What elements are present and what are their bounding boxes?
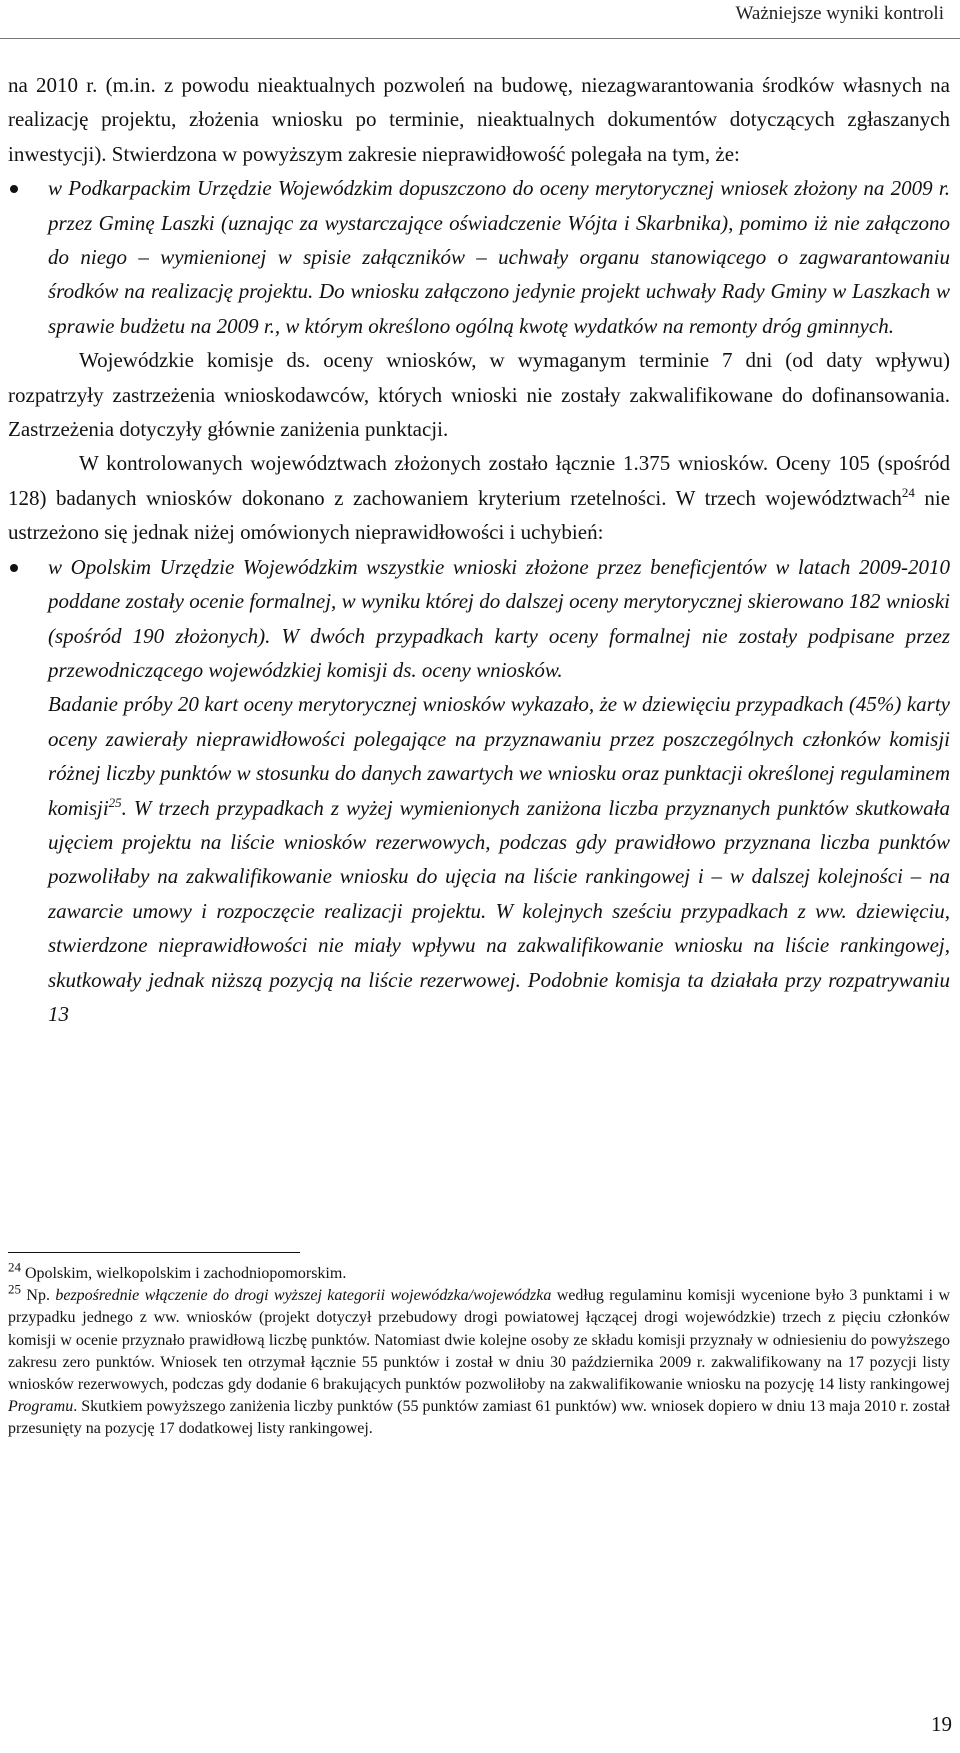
- footnote-text-italic: Programu: [8, 1398, 74, 1416]
- header-divider: [0, 38, 960, 39]
- footnote-25: [8, 1281, 951, 1440]
- footnote-text: . Skutkiem powyższego zaniżenia liczby punktów (55 punktów zamiast 61 punktów) ww. wniosek dopiero w dniu 13 maja 2010 r. został przesunięty na pozycję 17 dodatkowej listy rankingowej.: [8, 1398, 950, 1438]
- bullet-list-2: [8, 550, 950, 1032]
- bullet-text: . W trzech przypadkach z wyżej wymienionych zaniżona liczba przyznanych punktów skutkowała ujęciem projektu na liście wniosków rezerwowych, podczas gdy prawidłowo przyznana liczba punktów pozwoliłaby na zakwalifikowanie wniosku do ujęcia na liście rankingowej i – w dalszej kolejności – na zawarcie umowy i rozpoczęcie realizacji projektu. W kolejnych sześciu przypadkach z ww. dziewięciu, stwierdzone nieprawidłowości nie miały wpływu na zakwalifikowanie wniosku na liście rankingowej, skutkowały jednak niższą pozycją na liście rezerwowej. Podobnie komisja ta działała przy rozpatrywaniu 13: [48, 795, 950, 1026]
- footnote-text: według regulaminu komisji wycenione było 3 punktami i w przypadku jednego z ww. wniosków (projekt dotyczył przebudowy drogi powiatowej łączącej drogi wojewódzkie) trzech z pięciu członków komisji w ocenie przyznało prawidłową liczbę punktów. Natomiast dwie kolejne osoby ze składu komisji przyznały w odniesieniu do powyższego zakresu zero punktów. Wniosek ten otrzymał łącznie 55 punktów i został w dniu 30 października 2009 r. zakwalifikowany na 17 pozycji listy wniosków rezerwowych, podczas gdy dodanie 6 brakujących punktów pozwoliłoby na zakwalifikowanie wniosku na pozycję 14 listy rankingowej: [8, 1287, 951, 1394]
- paragraph-intro: na 2010 r. (m.in. z powodu nieaktualnych pozwoleń na budowę, niezagwarantowania środków własnych na realizację projektu, złożenia wniosku po terminie, nieaktualnych dokumentów dotyczących zgłaszanych inwestycji). Stwierdzona w powyższym zakresie nieprawidłowość polegała na tym, że:: [8, 73, 950, 166]
- bullet-text: w Opolskim Urzędzie Wojewódzkim wszystkie wnioski złożone przez beneficjentów w latach 2009-2010 poddane zostały ocenie formalnej, w wyniku której do dalszej oceny merytorycznej skierowano 182 wnioski (spośród 190 złożonych). W dwóch przypadkach karty oceny formalnej nie zostały podpisane przez przewodniczącego wojewódzkiej komisji ds. oceny wniosków.: [48, 554, 950, 682]
- main-text: [8, 68, 950, 1031]
- bullet-text-continued: [48, 687, 950, 1031]
- footnote-number: 24: [8, 1259, 21, 1275]
- footnote-divider: [8, 1252, 300, 1253]
- paragraph-applications: [8, 446, 950, 549]
- footnote-ref-24: 24: [901, 484, 915, 500]
- bullet-text: Badanie próby 20 kart oceny merytorycznej wniosków wykazało, że w dziewięciu przypadkach (45%) karty oceny zawierały nieprawidłowości polegające na przyznawaniu przez poszczególnych członków komisji różnej liczby punktów w stosunku do danych zawartych we wniosku oraz punktacji określonej regulaminem komisji: [48, 692, 950, 820]
- paragraph-text: W kontrolowanych województwach złożonych zostało łącznie 1.375 wniosków. Oceny 105 (spośród 128) badanych wniosków dokonano z zachowaniem kryterium rzetelności. W trzech województwach: [8, 451, 950, 510]
- bullet-icon: [10, 185, 18, 193]
- page-header: [0, 0, 960, 40]
- list-item: [8, 171, 950, 343]
- footnote-24: [8, 1259, 950, 1285]
- paragraph-text: nie ustrzeżono się jednak niżej omówionych nieprawidłowości i uchybień:: [8, 485, 951, 545]
- footnote-text: Np.: [21, 1287, 56, 1305]
- paragraph-commissions: Wojewódzkie komisje ds. oceny wniosków, w wymaganym terminie 7 dni (od daty wpływu) rozpatrzyły zastrzeżenia wnioskodawców, których wnioski nie zostały zakwalifikowane do dofinansowania. Zastrzeżenia dotyczyły głównie zaniżenia punktacji.: [8, 348, 950, 442]
- page-number: 19: [931, 1712, 952, 1736]
- footnotes: [8, 1252, 950, 1441]
- footnote-number: 25: [8, 1281, 21, 1297]
- running-header-title: Ważniejsze wyniki kontroli: [735, 3, 944, 24]
- bullet-icon: [10, 564, 18, 572]
- bullet-list-1: [8, 171, 950, 343]
- footnote-text: Opolskim, wielkopolskim i zachodniopomorskim.: [21, 1265, 347, 1282]
- bullet-text: w Podkarpackim Urzędzie Wojewódzkim dopuszczono do oceny merytorycznej wniosek złożony na 2009 r. przez Gminę Laszki (uznając za wystarczające oświadczenie Wójta i Skarbnika), pomimo iż nie załączono do niego – wymienionej w spisie załączników – uchwały organu stanowiącego o zagwarantowaniu środków na realizację projektu. Do wniosku załączono jedynie projekt uchwały Rady Gminy w Laszkach w sprawie budżetu na 2009 r., w którym określono ogólną kwotę wydatków na remonty dróg gminnych.: [48, 176, 950, 338]
- list-item: [8, 550, 950, 1032]
- footnote-ref-25: 25: [108, 794, 122, 810]
- footnote-text-italic: bezpośrednie włączenie do drogi wyższej kategorii wojewódzka/wojewódzka: [55, 1287, 552, 1305]
